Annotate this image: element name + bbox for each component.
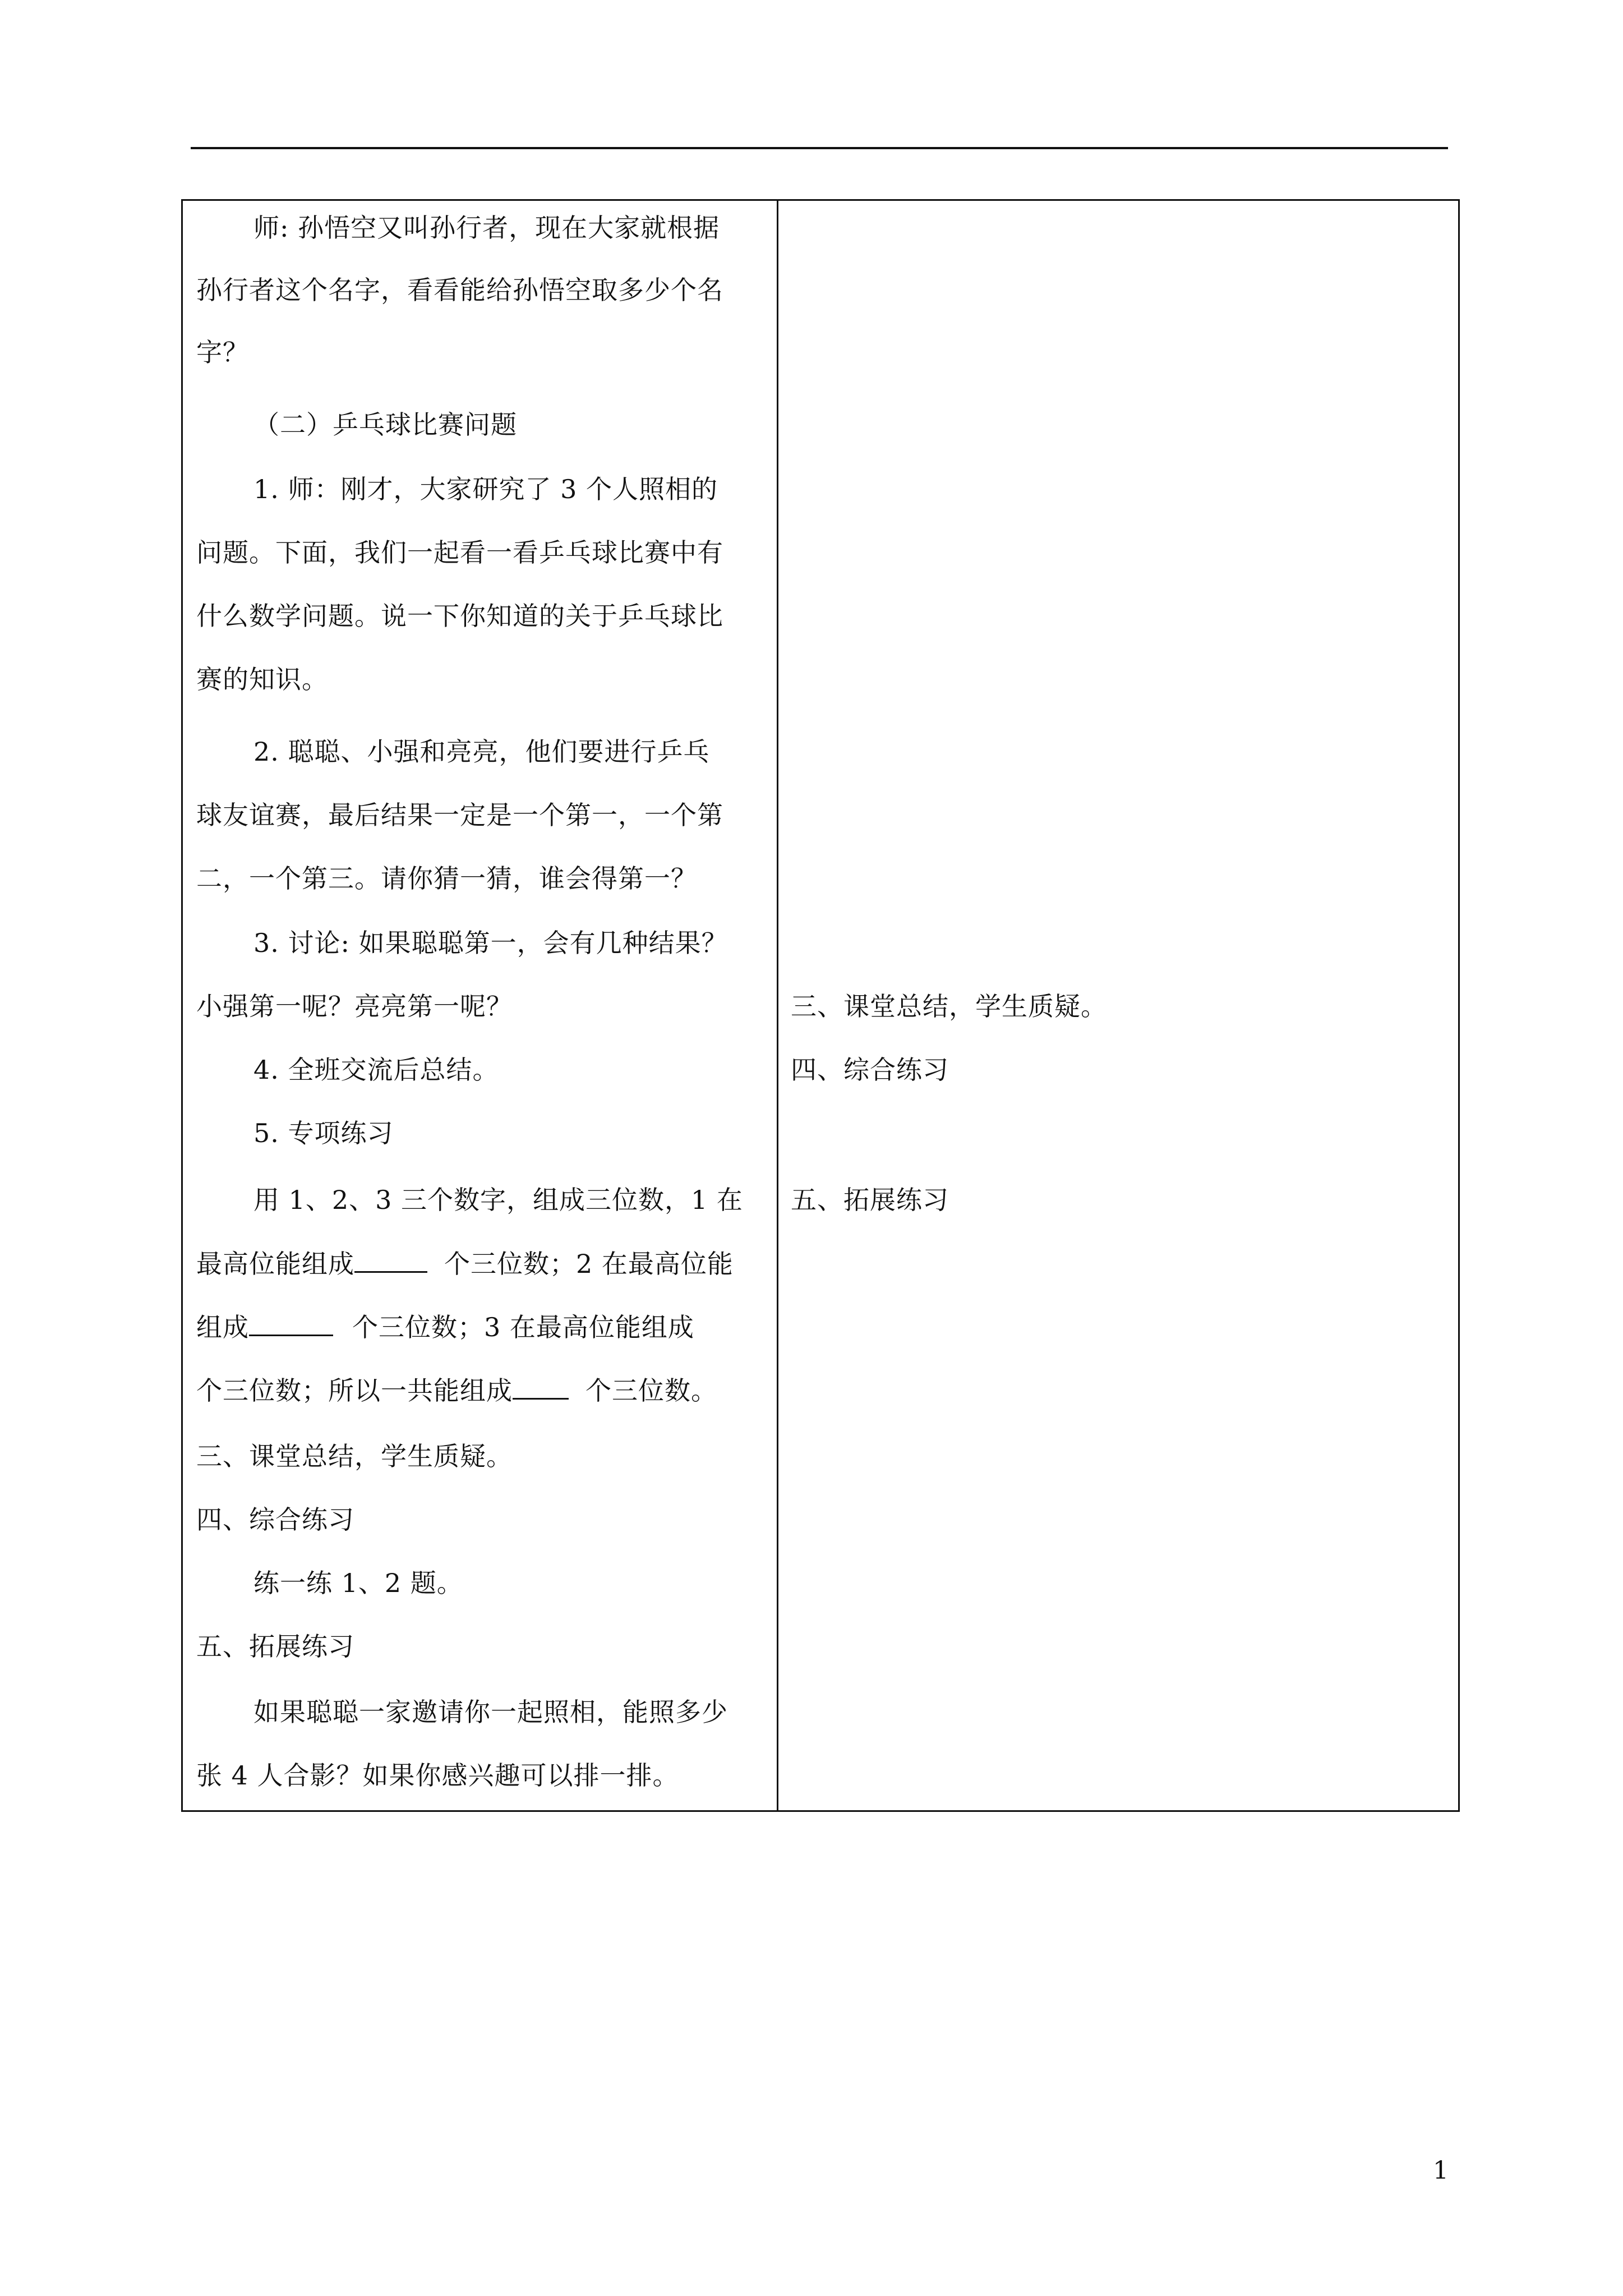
item-1-line-1: 1. 师：刚才，大家研究了 3 个人照相的 [253,474,718,504]
exercise-line-2-part-b: 个三位数；2 在最高位能 [444,1249,734,1279]
exercise-line-2 [196,1246,734,1281]
right-section-3-summary: 三、课堂总结，学生质疑。 [791,991,1107,1022]
section-4-practice: 四、综合练习 [196,1504,354,1535]
page-number: 1 [1433,2156,1449,2185]
teacher-line-1: 师: 孙悟空又叫孙行者，现在大家就根据 [253,213,720,243]
right-section-4-practice: 四、综合练习 [791,1055,949,1085]
section-heading-ping-pong: （二）乒乓球比赛问题 [253,409,517,440]
item-3-line-2: 小强第一呢？亮亮第一呢？ [196,991,513,1022]
item-1-line-3: 什么数学问题。说一下你知道的关于乒乓球比 [196,601,723,631]
item-1-line-2: 问题。下面，我们一起看一看乒乓球比赛中有 [196,537,723,568]
right-section-5-extension: 五、拓展练习 [791,1185,949,1215]
item-2-line-3: 二，一个第三。请你猜一猜，谁会得第一？ [196,863,697,894]
teacher-line-2: 孙行者这个名字，看看能给孙悟空取多少个名 [196,275,723,305]
item-5: 5. 专项练习 [253,1118,394,1148]
section-3-summary: 三、课堂总结，学生质疑。 [196,1441,513,1471]
column-divider [777,201,778,1810]
extension-line-1: 如果聪聪一家邀请你一起照相，能照多少 [253,1697,728,1727]
item-1-line-4: 赛的知识。 [196,664,328,694]
teacher-line-3: 字？ [196,337,249,367]
fill-in-blank-1[interactable] [354,1246,427,1273]
exercise-line-4-part-a: 个三位数；所以一共能组成 [196,1375,513,1406]
exercise-line-4 [196,1373,717,1407]
exercise-line-3-part-b: 个三位数；3 在最高位能组成 [352,1312,694,1342]
item-3-line-1: 3. 讨论: 如果聪聪第一，会有几种结果？ [253,928,728,958]
item-2-line-2: 球友谊赛，最后结果一定是一个第一，一个第 [196,800,723,830]
fill-in-blank-2[interactable] [249,1310,333,1336]
section-4-item: 练一练 1、2 题。 [253,1568,463,1598]
exercise-line-4-part-b: 个三位数。 [585,1375,717,1406]
header-rule [191,147,1448,149]
exercise-line-3 [196,1310,694,1344]
exercise-line-1: 用 1、2、3 三个数字，组成三位数，1 在 [253,1185,743,1215]
item-2-line-1: 2. 聪聪、小强和亮亮，他们要进行乒乓 [253,737,710,767]
exercise-line-3-part-a: 组成 [196,1312,249,1342]
section-5-extension: 五、拓展练习 [196,1631,354,1662]
fill-in-blank-3[interactable] [513,1373,569,1400]
item-4: 4. 全班交流后总结。 [253,1055,499,1085]
extension-line-2: 张 4 人合影？如果你感兴趣可以排一排。 [196,1760,679,1791]
exercise-line-2-part-a: 最高位能组成 [196,1249,354,1279]
